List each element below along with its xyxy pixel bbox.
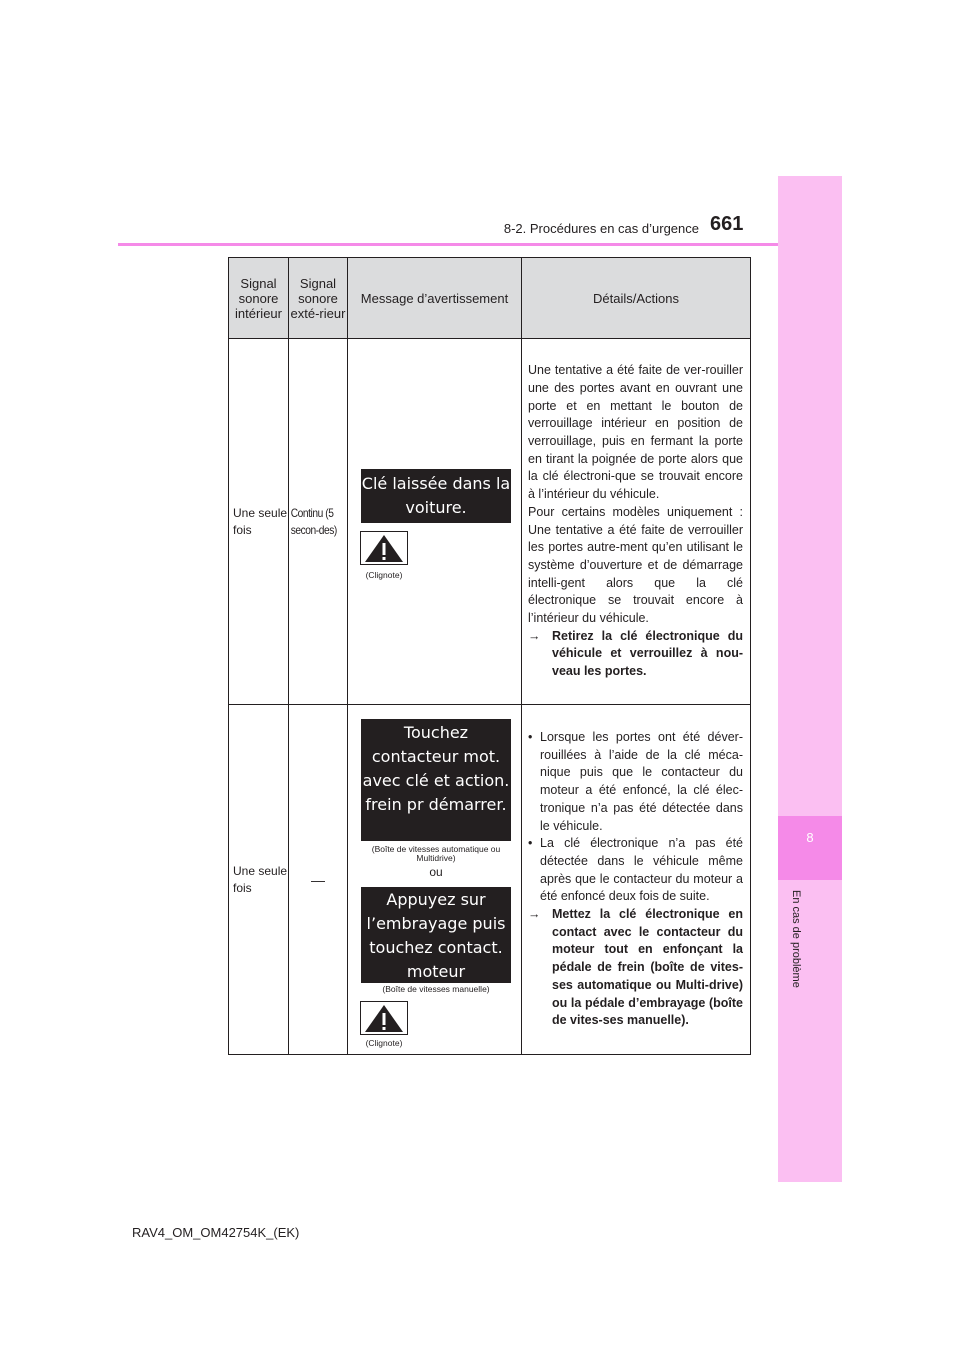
page-number: 661 xyxy=(710,213,744,235)
arrow-icon: → xyxy=(528,907,541,922)
blink-caption: (Clignote) xyxy=(365,1038,403,1048)
exterior-buzzer-text: Continu (5 secon-des) xyxy=(290,505,337,537)
header-details-actions: Détails/Actions xyxy=(522,258,751,339)
warning-table xyxy=(228,257,751,1055)
details-cell xyxy=(522,339,751,705)
header-rule xyxy=(118,243,778,246)
header-exterior-buzzer: Signal sonore exté-rieur xyxy=(289,258,348,339)
warning-triangle-icon xyxy=(360,531,408,565)
details-text-models: Pour certains modèles uniquement : Une tentative a été faite de verrouiller les portes autre-ment qu’en utilisant le système d’ouverture et de démarrage intelli-gent alors que la clé électronique se trouvait encore à l’intérieur du véhicule. xyxy=(528,504,743,626)
manual-caption: (Boîte de vitesses manuelle) xyxy=(382,984,490,994)
exterior-buzzer-cell xyxy=(289,339,348,705)
table-row xyxy=(229,705,751,1055)
bullet-text: La clé électronique n’a pas été détectée dans le véhicule même après que le contacteur du moteur a été enfoncé deux fois de suite. xyxy=(540,836,743,904)
warning-message-cell xyxy=(348,339,522,705)
action-text: Mettez la clé électronique en contact avec le contacteur du moteur tout en enfonçant la pédale de frein (boîte de vites-ses automatique ou Multi-drive) ou la pédale d’embrayage (boîte de vites-ses manuelle). xyxy=(552,907,743,1028)
warning-triangle-icon xyxy=(360,1001,408,1035)
warning-message-cell xyxy=(348,705,522,1055)
details-text: Une tentative a été faite de ver-rouiller une des portes avant en ouvrant une porte et en mettant le bouton de verrouillage intérieur en position de verrouillage, puis en fermant la porte en tirant la poignée de porte alors que la clé électroni-que se trouvait encore à l’intérieur du véhicule. xyxy=(528,363,743,502)
press-clutch-display: Appuyez sur l’embrayage puis touchez contact. moteur xyxy=(361,887,511,983)
interior-buzzer-cell: Une seule fois xyxy=(229,705,289,1055)
side-tab-background xyxy=(778,176,842,816)
header-interior-buzzer: Signal sonore intérieur xyxy=(229,258,289,339)
document-code: RAV4_OM_OM42754K_(EK) xyxy=(132,1225,300,1240)
action-item xyxy=(528,628,743,681)
bullet-icon: • xyxy=(528,730,533,745)
chapter-label: En cas de problème xyxy=(790,890,802,988)
table-header-row xyxy=(229,258,751,339)
automatic-caption: (Boîte de vitesses automatique ou Multidrive) xyxy=(371,844,501,863)
table-row xyxy=(229,339,751,705)
key-left-in-car-display: Clé laissée dans la voiture. xyxy=(361,469,511,523)
chapter-number: 8 xyxy=(806,830,814,845)
chapter-number-tab xyxy=(778,816,842,880)
action-item xyxy=(528,906,743,1030)
blink-caption: (Clignote) xyxy=(365,570,403,580)
details-cell xyxy=(522,705,751,1055)
or-label: ou xyxy=(429,865,443,879)
header-warning-message: Message d’avertissement xyxy=(348,258,522,339)
list-item xyxy=(528,835,743,906)
list-item xyxy=(528,729,743,835)
action-text: Retirez la clé électronique du véhicule et verrouillez à nou-veau les portes. xyxy=(552,628,743,679)
bullet-text: Lorsque les portes ont été déver-rouillées à l’aide de la clé méca-nique puis que le contacteur du moteur a été enfoncé, la clé élec-tronique n’a pas été détectée dans le véhicule. xyxy=(540,730,743,833)
arrow-icon: → xyxy=(528,628,541,643)
touch-engine-switch-display: Touchez contacteur mot. avec clé et action. frein pr démarrer. xyxy=(361,719,511,841)
exterior-buzzer-cell: — xyxy=(289,705,348,1055)
section-title: 8-2. Procédures en cas d’urgence xyxy=(503,221,699,236)
interior-buzzer-cell: Une seule fois xyxy=(229,339,289,705)
bullet-icon: • xyxy=(528,836,533,851)
